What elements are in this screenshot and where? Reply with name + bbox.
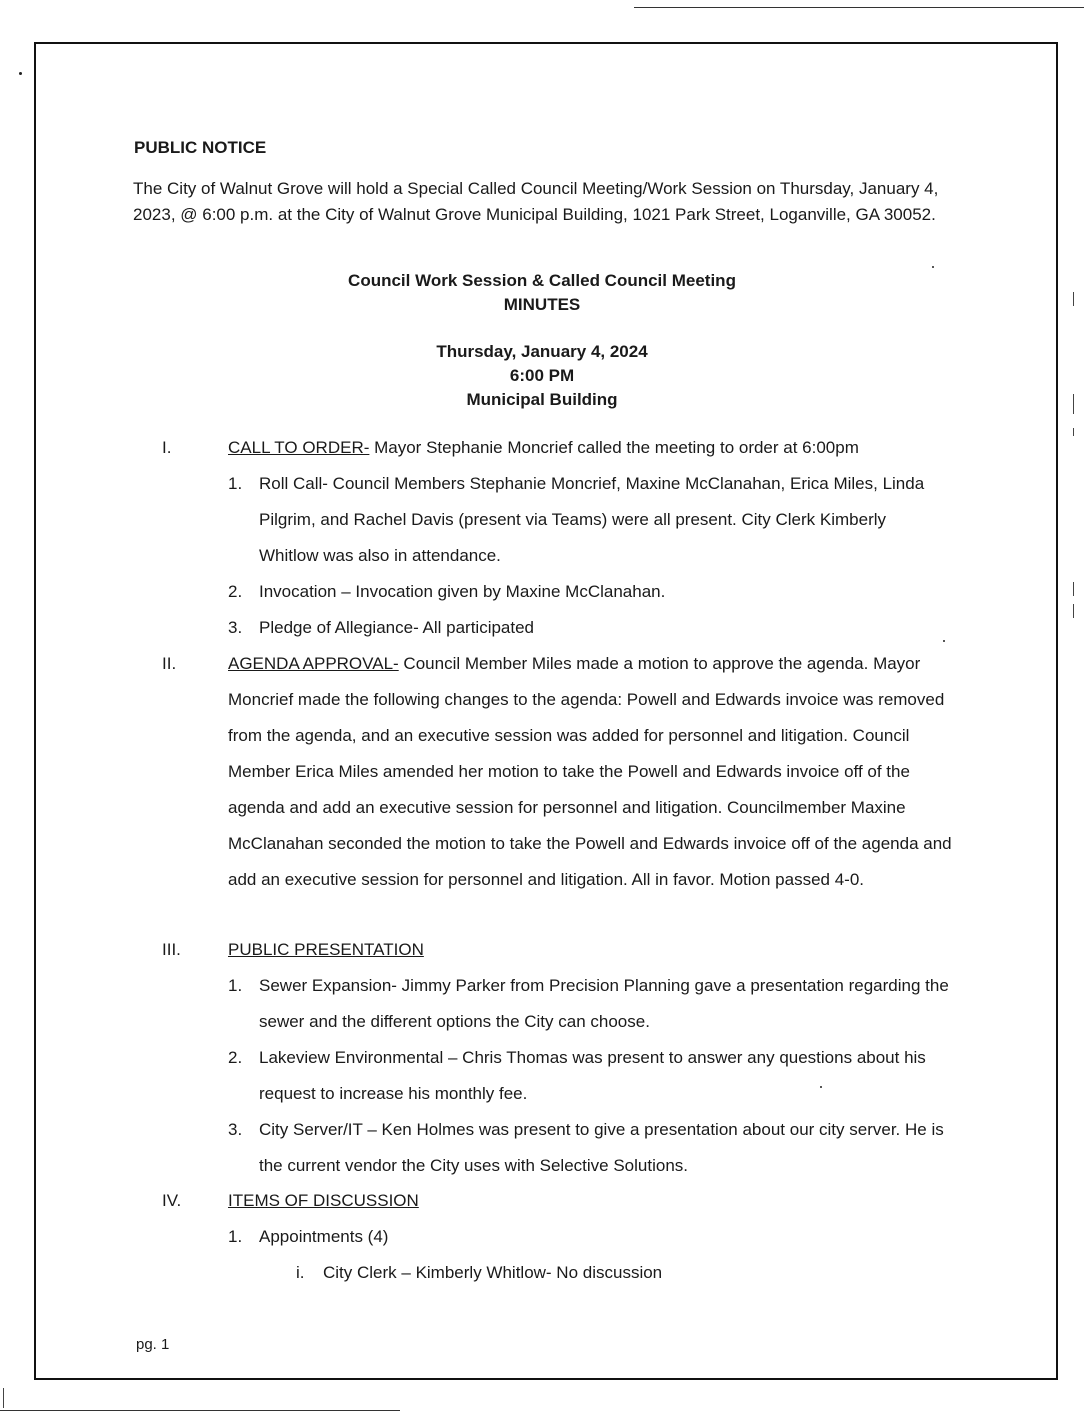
section-heading: CALL TO ORDER- — [228, 438, 370, 457]
item-number: 3. — [228, 618, 243, 637]
item-number: 1. — [228, 1227, 243, 1246]
meeting-place: Municipal Building — [466, 390, 618, 409]
item-text: Lakeview Environmental – Chris Thomas was present to answer any questions about his request to increase his monthly fee. — [259, 1048, 926, 1103]
item-text: Invocation – Invocation given by Maxine McClanahan. — [259, 582, 666, 601]
section-numeral: IV. — [162, 1191, 182, 1210]
scan-bottom-rule — [0, 1410, 400, 1411]
section-heading: AGENDA APPROVAL- — [228, 654, 399, 673]
public-notice-title: PUBLIC NOTICE — [134, 138, 267, 157]
section-numeral: III. — [162, 940, 181, 959]
item-text: Roll Call- Council Members Stephanie Moncrief, Maxine McClanahan, Erica Miles, Linda Pilgrim, and Rachel Davis (present via Teams) were all present. City Clerk Kimberly Whitlow was also in attendance. — [259, 474, 925, 565]
section-text — [228, 646, 968, 898]
item-text: Sewer Expansion- Jimmy Parker from Precision Planning gave a presentation regarding the sewer and the different options the City can choose. — [259, 976, 949, 1031]
meeting-time: 6:00 PM — [509, 366, 575, 385]
section-heading: ITEMS OF DISCUSSION — [228, 1191, 419, 1210]
item-text: City Server/IT – Ken Holmes was present to give a presentation about our city server. He is the current vendor the City uses with Selective Solutions. — [259, 1120, 944, 1175]
meeting-date: Thursday, January 4, 2024 — [436, 342, 648, 361]
item-number: 1. — [228, 976, 243, 995]
item-number: 2. — [228, 582, 243, 601]
item-text: Pledge of Allegiance- All participated — [259, 618, 535, 637]
section-description: Mayor Stephanie Moncrief called the meeting to order at 6:00pm — [369, 438, 859, 457]
item-number: 1. — [228, 474, 243, 493]
scan-speck — [932, 266, 934, 268]
scan-top-rule — [634, 7, 1084, 8]
section-description: Council Member Miles made a motion to approve the agenda. Mayor Moncrief made the following changes to the agenda: Powell and Edwards invoice was removed from the agenda, and an executive session was added for personnel and litigation. Council Member Erica Miles amended her motion to take the Powell and Edwards invoice off of the agenda and add an executive session for personnel and litigation. Councilmember Maxine McClanahan seconded the motion to take the Powell and Edwards invoice off of the agenda and add an executive session for personnel and litigation. All in favor. Motion passed 4-0. — [228, 654, 952, 889]
scan-mark — [1073, 428, 1074, 436]
section-heading: PUBLIC PRESENTATION — [228, 940, 424, 959]
scan-speck — [19, 72, 22, 75]
scan-mark — [1073, 604, 1074, 618]
minutes-title: MINUTES — [503, 295, 581, 314]
item-number: i. — [296, 1263, 305, 1282]
section-text — [228, 932, 968, 968]
section-numeral: II. — [162, 654, 177, 673]
item-text: Appointments (4) — [259, 1227, 389, 1246]
section-numeral: I. — [162, 438, 172, 457]
item-number: 3. — [228, 1120, 243, 1139]
public-notice-body: The City of Walnut Grove will hold a Special Called Council Meeting/Work Session on Thursday, January 4, 2023, @ 6:00 p.m. at the City of Walnut Grove Municipal Building, 1021 Park Street, Loganville, GA 30052. — [133, 179, 939, 224]
item-text: City Clerk – Kimberly Whitlow- No discussion — [323, 1263, 663, 1282]
section-text — [228, 430, 968, 466]
scan-mark — [1073, 582, 1074, 596]
page-number: pg. 1 — [136, 1336, 170, 1353]
section-text — [228, 1183, 968, 1219]
scan-mark — [3, 1388, 4, 1408]
meeting-title: Council Work Session & Called Council Meeting — [348, 271, 736, 290]
item-number: 2. — [228, 1048, 243, 1067]
